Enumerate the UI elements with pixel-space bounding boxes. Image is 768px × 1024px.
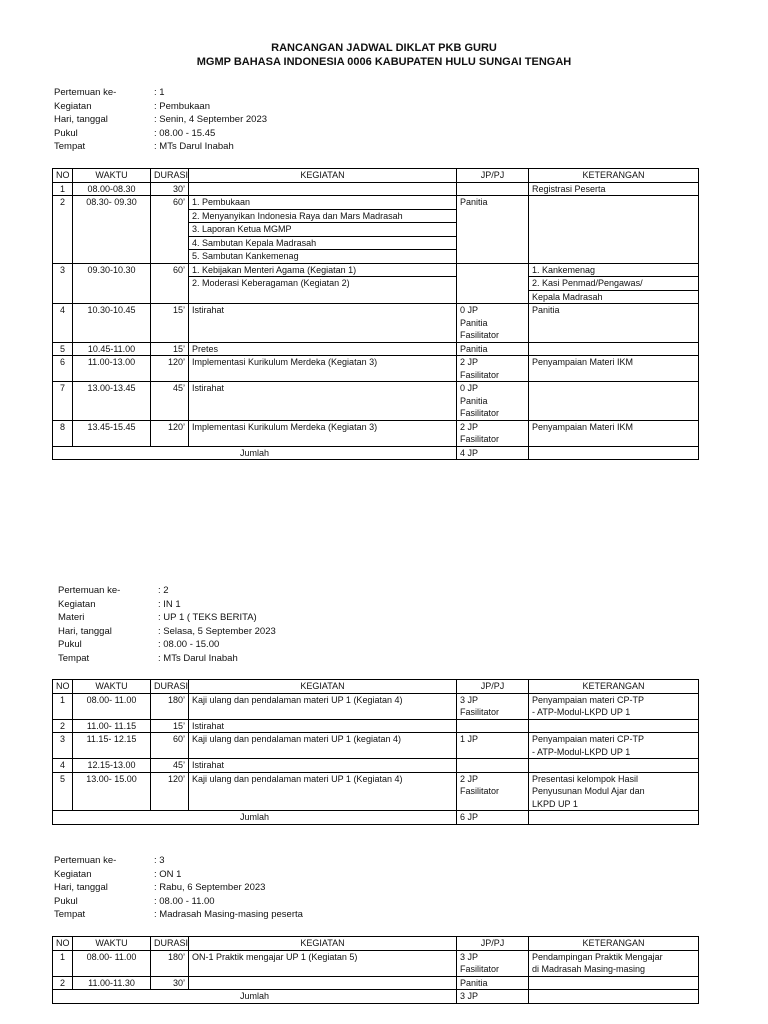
cell-kegiatan [189, 733, 457, 759]
cell-durasi: 120’ [151, 772, 189, 811]
meeting-2-schedule-table [52, 679, 699, 825]
cell-ket [529, 976, 699, 990]
info-value: : 08.00 - 15.45 [154, 127, 216, 139]
info-label: Hari, tanggal [58, 625, 112, 637]
cell-durasi: 15’ [151, 719, 189, 733]
header-waktu: WAKTU [73, 680, 151, 694]
table-row [53, 182, 699, 196]
cell-line: Istirahat [192, 383, 225, 393]
cell-jp [457, 304, 529, 343]
cell-durasi: 15’ [151, 342, 189, 356]
info-label: Pertemuan ke- [54, 855, 117, 866]
cell-line [532, 720, 695, 733]
cell-line: ON-1 Praktik mengajar UP 1 (Kegiatan 5) [192, 951, 358, 962]
cell-line: Fasilitator [460, 786, 500, 796]
info-row [58, 625, 276, 639]
cell-jp [457, 356, 529, 382]
cell-durasi: 180’ [151, 950, 189, 976]
cell-ket [529, 420, 699, 446]
cell-kegiatan [189, 356, 457, 382]
cell-kegiatan [189, 693, 457, 719]
cell-line [460, 264, 525, 277]
cell-line: Implementasi Kurikulum Merdeka (Kegiatan 3) [192, 421, 378, 432]
header-no: NO [53, 937, 73, 951]
cell-no: 5 [53, 342, 73, 356]
meeting-1-info [54, 86, 267, 154]
cell-line: 2. Moderasi Keberagaman (Kegiatan 2) [192, 278, 350, 288]
info-value: : Pembukaan [154, 100, 210, 112]
cell-line: Fasilitator [460, 964, 500, 974]
cell-line [532, 382, 695, 395]
total-jp: 4 JP [457, 446, 529, 460]
table-row [53, 693, 699, 719]
info-label: Pukul [54, 127, 78, 139]
cell-kegiatan [189, 950, 457, 976]
info-value: : ON 1 [154, 868, 182, 880]
cell-line: Fasilitator [460, 408, 500, 418]
cell-jp [457, 196, 529, 264]
info-row [54, 86, 267, 100]
cell-line: Fasilitator [460, 369, 500, 380]
cell-line: Registrasi Peserta [532, 183, 606, 194]
cell-line: Kepala Madrasah [532, 291, 603, 302]
cell-line: 3 JP [460, 951, 479, 962]
table-header-row [53, 169, 699, 183]
cell-no: 3 [53, 733, 73, 759]
header-waktu: WAKTU [73, 169, 151, 183]
cell-durasi: 120’ [151, 356, 189, 382]
cell-no: 4 [53, 304, 73, 343]
cell-ket [529, 304, 699, 343]
cell-line: Panitia [460, 317, 488, 328]
table-row [53, 382, 699, 421]
cell-line: Penyampaian materi CP-TP [532, 734, 645, 744]
meeting-3-info [54, 854, 303, 922]
cell-durasi: 60’ [151, 263, 189, 304]
cell-ket [529, 759, 699, 773]
cell-line: - ATP-Modul-LKPD UP 1 [532, 707, 631, 717]
cell-line: Panitia [532, 305, 560, 315]
info-label: Pukul [58, 639, 82, 651]
table-row [53, 196, 699, 264]
info-value: : IN 1 [158, 598, 181, 610]
cell-line: Penyampaian Materi IKM [532, 357, 634, 367]
cell-line: Kaji ulang dan pendalaman materi UP 1 (Kegiatan 4) [192, 773, 403, 784]
cell-jp [457, 759, 529, 773]
cell-line: Fasilitator [460, 434, 500, 444]
cell-line: Fasilitator [460, 330, 500, 340]
cell-line: Panitia [460, 977, 488, 988]
info-label: Kegiatan [54, 868, 92, 880]
cell-kegiatan [189, 759, 457, 773]
table-header-row [53, 680, 699, 694]
total-row [53, 446, 699, 460]
cell-line: Pendampingan Praktik Mengajar [532, 951, 663, 962]
cell-line: LKPD UP 1 [532, 798, 578, 809]
info-label: Materi [58, 612, 85, 624]
header-jp: JP/PJ [457, 680, 529, 694]
cell-line: 1. Pembukaan [189, 196, 456, 210]
cell-line [192, 183, 453, 196]
info-value: : 1 [154, 87, 165, 98]
cell-line: 3. Laporan Ketua MGMP [189, 223, 456, 237]
cell-line [460, 183, 525, 196]
cell-durasi: 120’ [151, 420, 189, 446]
table-row [53, 719, 699, 733]
info-row [58, 638, 276, 652]
header-jp: JP/PJ [457, 169, 529, 183]
header-kegiatan: KEGIATAN [189, 169, 457, 183]
cell-ket [529, 733, 699, 759]
cell-line: 5. Sambutan Kankemenag [192, 251, 299, 261]
info-value: : Selasa, 5 September 2023 [158, 625, 276, 637]
table-row [53, 950, 699, 976]
header-keterangan: KETERANGAN [529, 169, 699, 183]
cell-jp [457, 733, 529, 759]
cell-line: Istirahat [192, 760, 225, 770]
cell-jp [457, 342, 529, 356]
cell-line: 2 JP [460, 773, 479, 784]
cell-kegiatan [189, 976, 457, 990]
meeting-1-schedule-table [52, 168, 699, 460]
cell-jp [457, 719, 529, 733]
cell-line: - ATP-Modul-LKPD UP 1 [532, 746, 631, 757]
cell-line: Implementasi Kurikulum Merdeka (Kegiatan 3) [192, 357, 378, 367]
cell-kegiatan [189, 420, 457, 446]
header-no: NO [53, 680, 73, 694]
cell-ket [529, 693, 699, 719]
cell-durasi: 15’ [151, 304, 189, 343]
cell-kegiatan [189, 382, 457, 421]
table-row [53, 342, 699, 356]
cell-waktu: 13.00- 15.00 [73, 772, 151, 811]
cell-line: Penyusunan Modul Ajar dan [532, 786, 645, 796]
cell-line [192, 977, 453, 990]
cell-ket [529, 772, 699, 811]
cell-no: 5 [53, 772, 73, 811]
total-label: Jumlah [53, 446, 457, 460]
cell-line: Panitia [460, 395, 488, 406]
header-keterangan: KETERANGAN [529, 680, 699, 694]
cell-waktu: 09.30-10.30 [73, 263, 151, 304]
cell-ket [529, 263, 699, 304]
table-row [53, 263, 699, 304]
info-row [54, 127, 267, 141]
cell-waktu: 08.00- 11.00 [73, 950, 151, 976]
cell-line: 1. Kebijakan Menteri Agama (Kegiatan 1) [189, 264, 456, 278]
table-row [53, 759, 699, 773]
total-label: Jumlah [53, 990, 457, 1004]
info-label: Hari, tanggal [54, 114, 108, 126]
cell-durasi: 45’ [151, 759, 189, 773]
cell-no: 6 [53, 356, 73, 382]
cell-durasi: 60’ [151, 733, 189, 759]
cell-kegiatan [189, 182, 457, 196]
info-value: : 2 [158, 585, 169, 596]
info-row [54, 140, 267, 154]
total-jp: 6 JP [457, 811, 529, 825]
info-row [54, 895, 303, 909]
total-empty [529, 990, 699, 1004]
cell-jp [457, 950, 529, 976]
table-row [53, 772, 699, 811]
cell-line [532, 196, 695, 209]
cell-ket [529, 196, 699, 264]
cell-jp [457, 182, 529, 196]
meeting-2-info [58, 584, 276, 666]
cell-ket [529, 382, 699, 421]
cell-durasi: 180’ [151, 693, 189, 719]
total-label: Jumlah [53, 811, 457, 825]
info-label: Pukul [54, 895, 78, 907]
cell-line: 0 JP [460, 305, 479, 315]
cell-line: Istirahat [192, 305, 225, 315]
table-row [53, 304, 699, 343]
table-row [53, 976, 699, 990]
total-row [53, 811, 699, 825]
cell-line [532, 977, 695, 990]
cell-no: 2 [53, 196, 73, 264]
cell-kegiatan [189, 342, 457, 356]
info-row [58, 652, 276, 666]
total-empty [529, 811, 699, 825]
cell-waktu: 11.00- 11.15 [73, 719, 151, 733]
cell-line: Kaji ulang dan pendalaman materi UP 1 (Kegiatan 4) [192, 694, 403, 705]
cell-no: 1 [53, 950, 73, 976]
info-value: : UP 1 ( TEKS BERITA) [158, 612, 257, 624]
cell-line: Penyampaian Materi IKM [532, 421, 634, 432]
total-empty [529, 446, 699, 460]
header-keterangan: KETERANGAN [529, 937, 699, 951]
document-subtitle: MGMP BAHASA INDONESIA 0006 KABUPATEN HULU SUNGAI TENGAH [196, 56, 572, 68]
cell-jp [457, 693, 529, 719]
cell-durasi: 60’ [151, 196, 189, 264]
cell-line: 2 JP [460, 421, 479, 432]
header-durasi: DURASI [151, 169, 189, 183]
cell-durasi: 30’ [151, 182, 189, 196]
cell-no: 2 [53, 976, 73, 990]
cell-line: Fasilitator [460, 707, 500, 717]
info-value: : Madrasah Masing-masing peserta [154, 909, 303, 921]
info-value: : Senin, 4 September 2023 [154, 114, 268, 126]
cell-no: 2 [53, 719, 73, 733]
cell-waktu: 13.00-13.45 [73, 382, 151, 421]
info-label: Tempat [54, 141, 86, 153]
table-header-row [53, 937, 699, 951]
cell-ket [529, 342, 699, 356]
cell-line [532, 343, 695, 356]
total-jp: 3 JP [457, 990, 529, 1004]
cell-no: 4 [53, 759, 73, 773]
cell-ket [529, 182, 699, 196]
cell-no: 7 [53, 382, 73, 421]
info-value: : MTs Darul Inabah [158, 652, 238, 664]
header-kegiatan: KEGIATAN [189, 937, 457, 951]
cell-no: 1 [53, 182, 73, 196]
info-label: Kegiatan [58, 598, 96, 610]
cell-jp [457, 976, 529, 990]
cell-waktu: 08.00- 11.00 [73, 693, 151, 719]
cell-line [460, 759, 525, 772]
cell-ket [529, 950, 699, 976]
cell-line: 4. Sambutan Kepala Madrasah [189, 237, 456, 251]
cell-waktu: 13.45-15.45 [73, 420, 151, 446]
cell-line: 2. Kasi Penmad/Pengawas/ [529, 277, 698, 291]
cell-waktu: 11.15- 12.15 [73, 733, 151, 759]
cell-kegiatan [189, 196, 457, 264]
cell-line: Pretes [192, 343, 219, 354]
header-waktu: WAKTU [73, 937, 151, 951]
header-durasi: DURASI [151, 680, 189, 694]
info-label: Tempat [58, 652, 90, 664]
cell-no: 3 [53, 263, 73, 304]
info-label: Pertemuan ke- [58, 585, 121, 596]
info-label: Tempat [54, 909, 86, 921]
info-value: : Rabu, 6 September 2023 [154, 882, 266, 894]
cell-line: Penyampaian materi CP-TP [532, 694, 645, 705]
cell-waktu: 08.00-08.30 [73, 182, 151, 196]
header-jp: JP/PJ [457, 937, 529, 951]
info-row [54, 100, 267, 114]
cell-waktu: 11.00-13.00 [73, 356, 151, 382]
cell-no: 1 [53, 693, 73, 719]
cell-jp [457, 420, 529, 446]
meeting-3-schedule-table [52, 936, 699, 1004]
cell-line: 0 JP [460, 383, 479, 393]
info-row [58, 598, 276, 612]
info-row [54, 868, 303, 882]
cell-kegiatan [189, 304, 457, 343]
cell-line: Panitia [460, 197, 488, 207]
info-row [58, 584, 276, 598]
header-no: NO [53, 169, 73, 183]
header-durasi: DURASI [151, 937, 189, 951]
cell-no: 8 [53, 420, 73, 446]
cell-line [460, 720, 525, 733]
cell-kegiatan [189, 719, 457, 733]
cell-waktu: 12.15-13.00 [73, 759, 151, 773]
info-value: : MTs Darul Inabah [154, 141, 234, 153]
cell-kegiatan [189, 263, 457, 304]
cell-line: 2 JP [460, 357, 479, 367]
info-row [58, 611, 276, 625]
cell-line [532, 759, 695, 772]
table-row [53, 356, 699, 382]
cell-jp [457, 772, 529, 811]
cell-line: Panitia [460, 343, 488, 354]
info-row [54, 113, 267, 127]
header-kegiatan: KEGIATAN [189, 680, 457, 694]
info-row [54, 908, 303, 922]
cell-line: Istirahat [192, 720, 225, 731]
total-row [53, 990, 699, 1004]
info-value: : 08.00 - 15.00 [158, 639, 220, 651]
cell-waktu: 10.45-11.00 [73, 342, 151, 356]
cell-durasi: 45’ [151, 382, 189, 421]
cell-waktu: 11.00-11.30 [73, 976, 151, 990]
cell-line: Presentasi kelompok Hasil [532, 773, 639, 784]
cell-jp [457, 382, 529, 421]
info-row [54, 854, 303, 868]
cell-ket [529, 356, 699, 382]
info-label: Kegiatan [54, 100, 92, 112]
document-title: RANCANGAN JADWAL DIKLAT PKB GURU [271, 42, 497, 54]
cell-kegiatan [189, 772, 457, 811]
cell-line: 1 JP [460, 734, 479, 744]
table-row [53, 420, 699, 446]
cell-waktu: 10.30-10.45 [73, 304, 151, 343]
cell-waktu: 08.30- 09.30 [73, 196, 151, 264]
cell-ket [529, 719, 699, 733]
cell-line: 1. Kankemenag [529, 264, 698, 278]
cell-durasi: 30’ [151, 976, 189, 990]
info-label: Hari, tanggal [54, 882, 108, 894]
cell-line: di Madrasah Masing-masing [532, 964, 646, 974]
cell-line: 3 JP [460, 694, 479, 705]
info-value: : 3 [154, 855, 165, 866]
cell-line: 2. Menyanyikan Indonesia Raya dan Mars Madrasah [189, 210, 456, 224]
table-row [53, 733, 699, 759]
info-label: Pertemuan ke- [54, 87, 117, 98]
info-row [54, 881, 303, 895]
cell-jp [457, 263, 529, 304]
info-value: : 08.00 - 11.00 [154, 895, 215, 907]
cell-line: Kaji ulang dan pendalaman materi UP 1 (kegiatan 4) [192, 734, 401, 744]
